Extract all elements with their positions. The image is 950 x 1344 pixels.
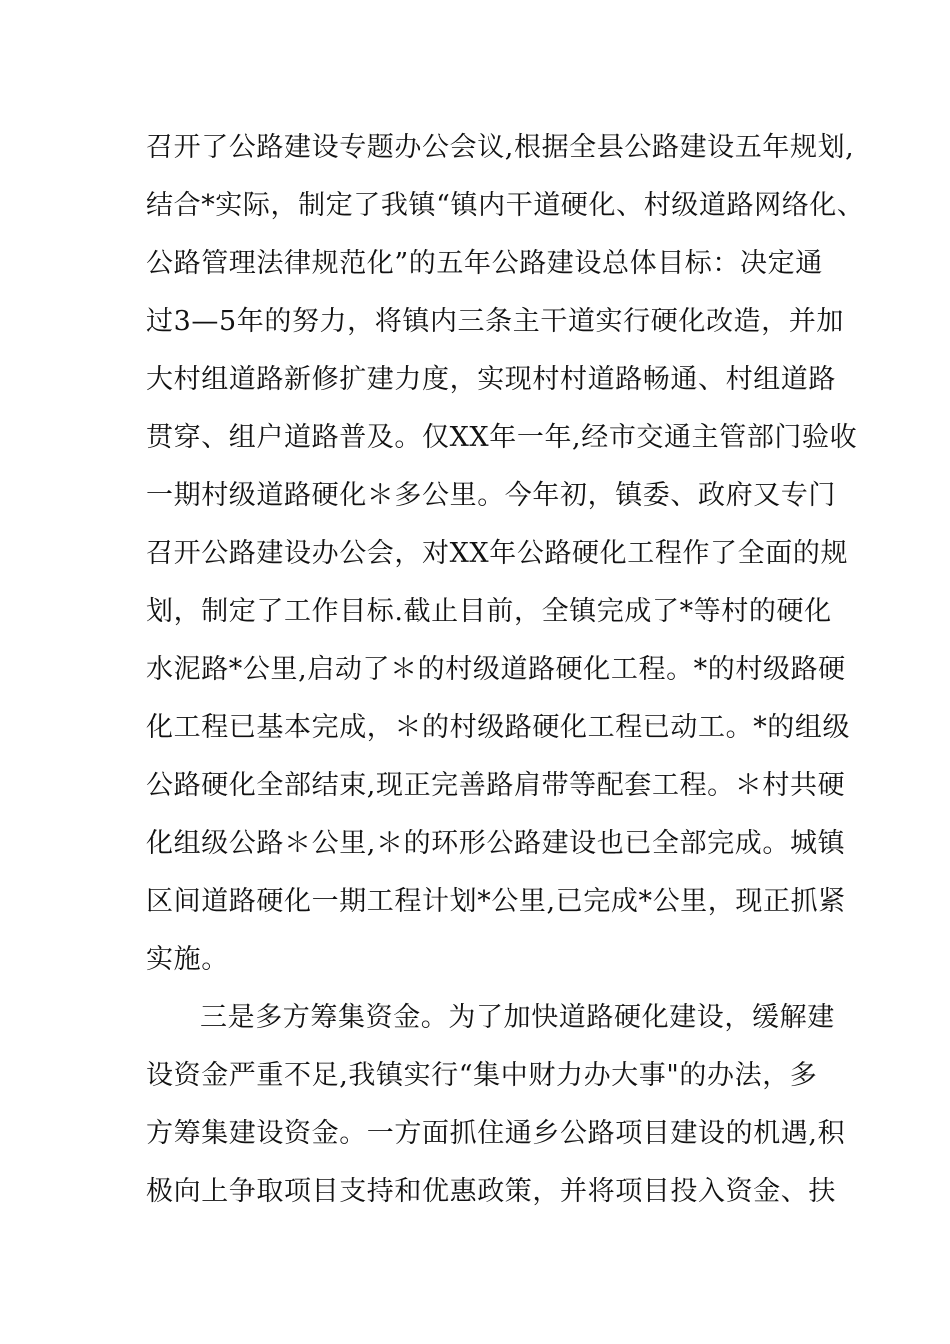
- text-line: 大村组道路新修扩建力度，实现村村道路畅通、村组道路: [146, 364, 836, 395]
- text-line: 极向上争取项目支持和优惠政策，并将项目投入资金、扶: [146, 1176, 836, 1207]
- text-line: 贯穿、组户道路普及。仅XX年一年,经市交通主管部门验收: [146, 422, 858, 453]
- text-line: 设资金严重不足,我镇实行“集中财力办大事"的办法，多: [146, 1060, 818, 1091]
- text-line: 公路管理法律规范化”的五年公路建设总体目标：决定通: [146, 248, 823, 279]
- text-line: 划，制定了工作目标.截止目前，全镇完成了*等村的硬化: [146, 596, 832, 627]
- text-line: 水泥路*公里,启动了＊的村级道路硬化工程。*的村级路硬: [146, 654, 846, 685]
- text-line: 实施。: [146, 944, 229, 975]
- text-line: 召开了公路建设专题办公会议,根据全县公路建设五年规划,: [146, 132, 855, 163]
- text-line: 化工程已基本完成，＊的村级路硬化工程已动工。*的组级: [146, 712, 851, 743]
- text-line: 一期村级道路硬化＊多公里。今年初，镇委、政府又专门: [146, 480, 836, 511]
- text-line: 公路硬化全部结束,现正完善路肩带等配套工程。＊村共硬: [146, 770, 846, 801]
- text-line: 区间道路硬化一期工程计划*公里,已完成*公里，现正抓紧: [146, 886, 846, 917]
- paragraph-first-line: 三是多方筹集资金。为了加快道路硬化建设，缓解建: [200, 1002, 835, 1033]
- text-line: 过3—5年的努力，将镇内三条主干道实行硬化改造，并加: [146, 306, 844, 337]
- text-line: 结合*实际，制定了我镇“镇内干道硬化、村级道路网络化、: [146, 190, 865, 221]
- text-line: 召开公路建设办公会，对XX年公路硬化工程作了全面的规: [146, 538, 849, 569]
- text-line: 化组级公路＊公里,＊的环形公路建设也已全部完成。城镇: [146, 828, 846, 859]
- text-line: 方筹集建设资金。一方面抓住通乡公路项目建设的机遇,积: [146, 1118, 846, 1149]
